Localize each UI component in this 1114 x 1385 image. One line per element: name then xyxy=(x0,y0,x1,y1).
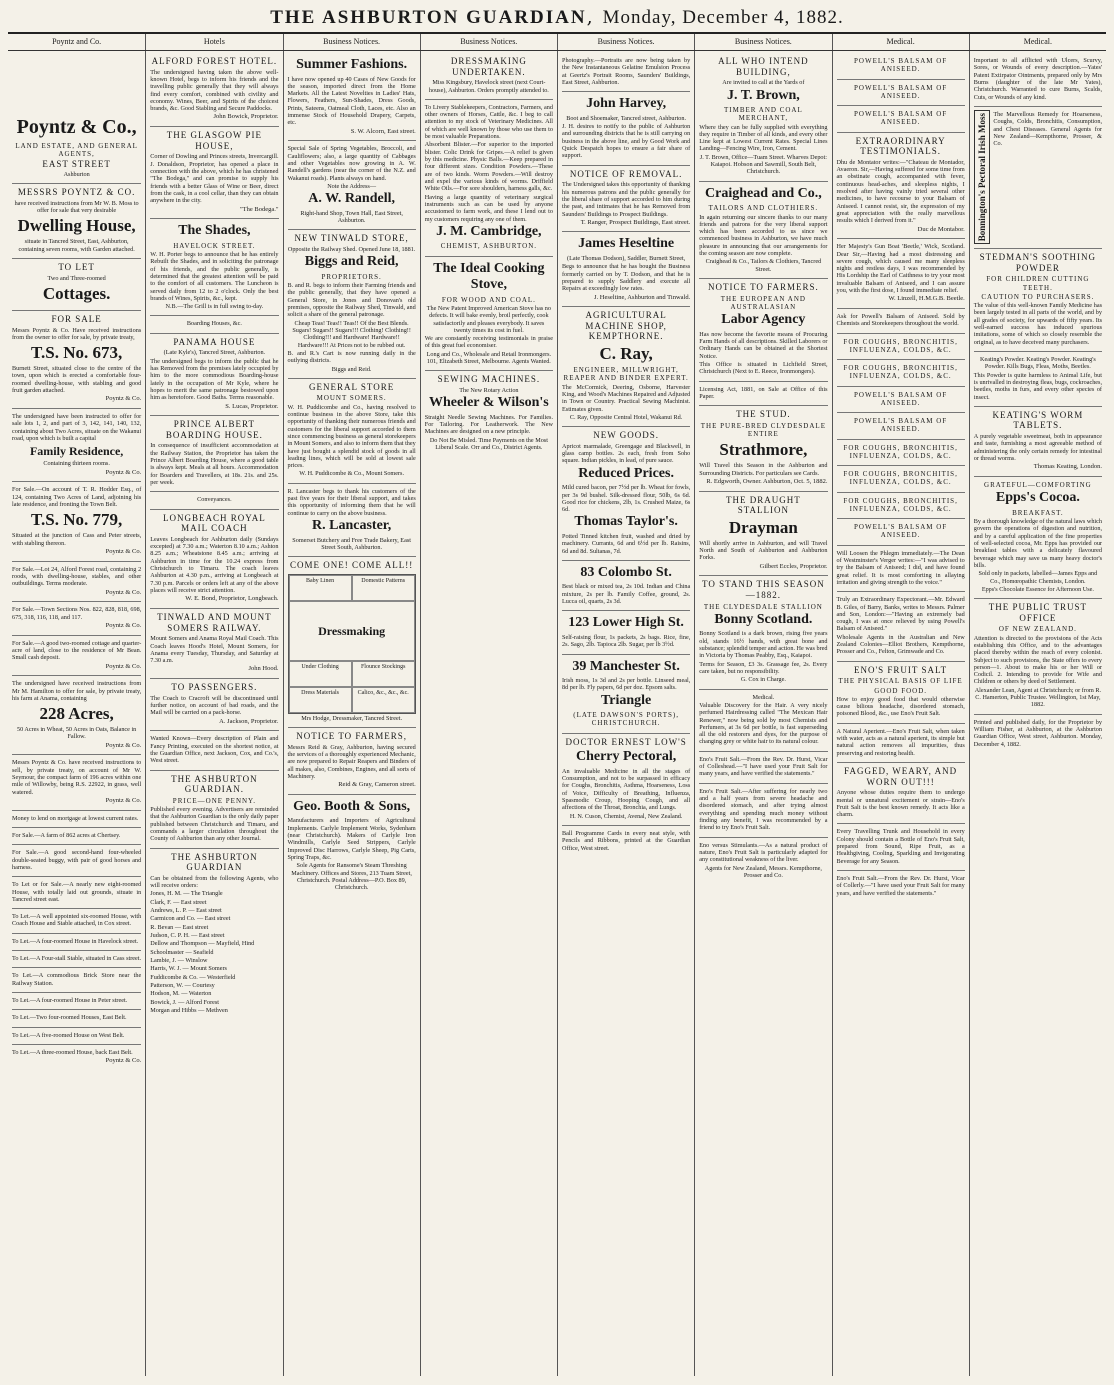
advertisement: FOR COUGHS, BRONCHITIS, INFLUENZA, COLDS, &C. xyxy=(837,334,965,361)
section-heading: Conveyances. xyxy=(150,492,278,509)
column-medical-1 xyxy=(832,51,969,1376)
firm-name: Poyntz & Co., xyxy=(16,116,137,138)
advertisement: To Let.—Two four-roomed Houses, East Belt. xyxy=(12,1010,141,1027)
advertisement: FOR SALE Messrs Poyntz & Co. Have received instructions from the owner to offer for sale, by private treaty, T.S. No. 673, Burnett Street, situated close to the centre of the town, upon which is erected a comfortable four-roomed dwelling-house, with stabling and good fruit garden attached. Poyntz & Co. xyxy=(12,311,141,409)
advertisement: TO STAND THIS SEASON—1882. THE CLYDESDALE STALLION Bonny Scotland. Bonny Scotland is a dark brown, rising five years old, stands 16½ hands, with great bone and substance; splendid temper and action. He was bred in Victoria by Thomas Peabby, Esq., Kaiapoi. Terms for Season, £3 3s. Grassage fee, 2s. Every care taken, but no responsibility. G. Cox in Charge. xyxy=(699,576,827,689)
advertisement: ALFORD FOREST HOTEL. The undersigned having taken the above well-known Hotel, begs to inform his friends and the travelling public generally that they will always find every comfort, combined with civility and economy. Wines, Beer, and Spirits of the choicest brands, &c. Good Stabling and Secure Paddocks. John Bowick, Proprietor. xyxy=(150,53,278,127)
column-hotels xyxy=(145,51,282,1376)
advertisement: Poyntz & Co., LAND ESTATE, AND GENERAL AGENTS, EAST STREET Ashburton xyxy=(12,53,141,184)
advertisement: To Let.—A three-roomed House, back East Belt. Poyntz & Co. xyxy=(12,1048,142,1065)
advertisement: Truly an Extraordinary Expectorant.—Mr. Edward B. Giles, of Barry, Banks, writes to Messrs. Palmer and Son, London:—"Having an extremely bad cough, I was at once relieved by using Powell's Balsam of Aniseed." Wholesale Agents in the Australian and New Zealand Colonies—Elliot Brothers, Kempthorne, Prosser and Co., Felton, Grimwade and Co. xyxy=(837,592,965,662)
advertisement: Ball Programme Cards in every neat style, with Pencils and Ribbons, printed at the Guardian Office, West street. xyxy=(562,829,691,852)
advertisement: TINWALD AND MOUNT SOMERS RAILWAY. Mount Somers and Anama Royal Mail Coach. This Coach leaves Hood's Hotel, Mount Somers, for Anama every Tuesday, Thursday, and Saturday at 7.30 a.m. John Hood. xyxy=(150,609,278,679)
advertisement: PRINCE ALBERT BOARDING HOUSE. In consequence of insufficient accommodation at the Railway Station, the Proprietor has taken the Prince Albert Boarding House, where a good table is always kept. Meals at all hours. Accommodation for Boarders and Travellers, at 18s. 21s. and 25s. per week. xyxy=(150,416,278,492)
advertisement: Photography.—Portraits are now being taken by the New Instantaneous Gelatine Emulsion Process at Geertz's Portrait Rooms, Saunders' Buildings, East Street, Ashburton. xyxy=(562,53,690,92)
advertisement: To Let.—A four-roomed House in Peter street. xyxy=(12,993,141,1010)
advertisement: Licensing Act, 1881, on Sale at Office of this Paper. xyxy=(699,382,827,407)
column-headers xyxy=(8,34,1106,51)
advertisement: Eno's Fruit Salt.—From the Rev. Dr. Hurst, Vicar of Collerly.—"I have used your Fruit Salt for many years, and have verified the statements." xyxy=(836,875,965,897)
advertisement: DRESSMAKING UNDERTAKEN. Miss Kingsbury, Havelock street (next Court-house), Ashburton. Orders promptly attended to. xyxy=(425,53,553,100)
advertisement: Wanted Known—Every description of Plain and Fancy Printing, executed on the shortest notice, at the Guardian Office, next Jackson, Cox, and Co.'s, West street. xyxy=(150,731,278,770)
agent-row: Schoolmaster — Seafield xyxy=(150,948,214,956)
masthead-title: THE ASHBURTON GUARDIAN xyxy=(270,7,587,28)
column-header: Business Notices. xyxy=(420,34,557,50)
agent-row: Morgan and Hibbs — Methven xyxy=(150,1006,228,1014)
advertisement: SEWING MACHINES. The New Rotary Action Wheeler & Wilson's Straight Needle Sewing Machines. For Families. For Tailoring. For Leatherwork. The New Machines are designed on a new principle. Do Not Be Misled. Time Payments on the Most Liberal Scale. Orr and Co., District Agents. xyxy=(424,374,553,452)
advertisement: THE DRAUGHT STALLION Drayman Will shortly arrive in Ashburton, and will Travel North and South of Ashburton and Ashburton Forks. Gilbert Eccles, Proprietor. xyxy=(699,492,827,577)
advertisement: James Heseltine (Late Thomas Dodson), Saddler, Burnett Street, Begs to announce that he has bought the Business formerly carried on by T. Dodson, and that he is prepared to supply Saddlery and execute all Repairs at exceedingly low rates. J. Heseltine, Ashburton and Tinwald. xyxy=(562,232,690,307)
advertisement: EXTRAORDINARY TESTIMONIALS. Dhu de Montator writes:—"Chateau de Montador, Avaeron. Sir,—Having suffered for some time from an obstinate cough, accompanied with fever, continuous head-aches, and sleepless nights, I resolved after having vainly tried several other medicines, to have recourse to your Balsam of Aniseed. I cannot resist, sir, the expression of my great appreciation with the really marvellous results which I derived from it." Duc de Montabor. xyxy=(837,133,965,240)
advertisement: To Let.—A five-roomed House on West Belt. xyxy=(12,1028,141,1045)
advertisement: DOCTOR ERNEST LOW'S Cherry Pectoral, An invaluable Medicine in all the stages of Consumption, and not to be surpassed in efficacy for Coughs, Bronchitis, Asthma, Hoarseness, Loss of Voice, Difficulty of Breathing, Influenza, Spasmodic Croup, Hooping Cough, and all affections of the Throat, Bronchia, and Lungs. H. N. Cuson, Chemist, Avenal, New Zealand. xyxy=(562,734,690,826)
agent-row: Andrews, L. P. — East street xyxy=(150,907,222,915)
advertisement: NEW GOODS. Apricot marmalade, Greengage and Blackwell, in glass camp bottles. 2s each, fresh from Soho square. Indian pickles, in lead, of pure sauce. Reduced Prices. Mild cured bacon, per 7½d per lb. Wheat for fowls, per 3s 9d bushel. Silk-dressed flour, 50lb, 6s 6d. Good rice for chickens, 2lb, 1s. Crushed Maize, 6s 6d. Thomas Taylor's. Potted Tinned kitchen fruit, washed and dried by machinery. Currants, 6d and 6½d per lb. Raisins, 6d and 8d. Sultanas, 7d. xyxy=(562,427,690,561)
advertisement: 83 Colombo St. Best black or mixed tea, 2s 10d. Indian and China mixture, 2s per lb. Family Coffee, ground, 2s. Lucca oil, quarts, 2s 3d. xyxy=(562,561,690,611)
advertisement: STEDMAN'S SOOTHING POWDER FOR CHILDREN CUTTING TEETH. CAUTION TO PURCHASERS. The value of this well-known Family Medicine has been largely tested in all parts of the world, and by all grades of society, for upwards of fifty years. Its well-earned success has induced spurious imitations, some of which so closely resemble the original, as to have deceived many purchasers. xyxy=(974,249,1102,352)
advertisement: POWELL'S BALSAM OF ANISEED. xyxy=(837,413,965,440)
agent-row: Bowick, J. — Alford Forest xyxy=(150,998,219,1006)
advertisement: To Let.—A commodious Brick Store near the Railway Station. xyxy=(12,968,141,993)
advertisement: MESSRS POYNTZ & CO. have received instructions from Mr W. B. Moss to offer for sale that very desirable Dwelling House, situate in Tancred Street, East, Ashburton, containing seven rooms, with Garden attached. xyxy=(12,184,141,259)
advertisement: NOTICE TO FARMERS. THE EUROPEAN AND AUSTRALASIAN Labor Agency Has now become the favorite means of Procuring Farm Hands of all descriptions. Skilled Laborers or Ordinary Hands can be obtained at the Shortest Notice. This Office is situated in Lichfield Street, Christchurch (Next to E. Reece, Ironmongers). xyxy=(699,279,827,382)
advertisement: POWELL'S BALSAM OF ANISEED. xyxy=(837,387,965,414)
advertisement: Money to lend on mortgage at lowest current rates. xyxy=(12,811,141,828)
advertisement: For Sale.—Lot 24, Alford Forest road, containing 2 roods, with dwelling-house, stables, and other outbuildings. Terms moderate. Poyntz & Co. xyxy=(12,562,141,603)
advertisement: Eno's Fruit Salt.—From the Rev. Dr. Hurst, Vicar of Colleshead.—"I have used your Fruit Salt for many years, and have verified the statements." xyxy=(699,752,827,784)
advertisement: Eno versus Stimulants.—As a natural product of nature, Eno's Fruit Salt is particularly adapted for any constitutional weakness of the liver. Agents for New Zealand, Messrs. Kempthorne, Prosser and Co. xyxy=(699,841,828,879)
advertisement: Eno's Fruit Salt.—After suffering for nearly two and a half years from severe headache and disordered stomach, and after trying almost everything and spending much money without finding any benefit, I was recommended by a friend to try Eno's Fruit Salt. xyxy=(699,784,827,838)
advertisement: A Natural Aperient.—Eno's Fruit Salt, when taken with water, acts as a natural aperient, its simple but natural action removes all impurities, thus preserving and restoring health. xyxy=(837,724,965,763)
advertisement: FOR COUGHS, BRONCHITIS, INFLUENZA, COLDS, &C. xyxy=(837,360,965,387)
advertisement: To Let or for Sale.—A nearly new eight-roomed House, with totally laid out grounds, situate in Tancred street east. xyxy=(12,877,141,909)
advertisement: Keating's Powder. Keating's Powder. Keating's Powder. Kills Bugs, Fleas, Moths, Beetles. This Powder is quite harmless to Animal Life, but is unrivalled in destroying fleas, bugs, cockroaches, beetles, moths in furs, and every other species of insect. xyxy=(974,352,1102,407)
advertisement: To Livery Stablekeepers, Contractors, Farmers, and other owners of Horses, Cattle, &c. I beg to call attention to my stock of Veterinary Medicines. All of which are well known by those who use them to be most valuable Preparations. Absorbent Blister.—For superior to the imported blister. Colic Drink for Gripes.—A relief is given by this medicine. Physic Balls.—Keep prepared in four different sizes. Condition Powders.—These are of two kinds. Worm Powders.—Will destroy and expel the various kinds of worms. Driffield White Oils.—For sore shoulders, harness galls, &c. Having a large quantity of veterinary surgical instruments such as can be used by anyone accustomed to farm work, and these I lend out to my customers requiring any one of them. J. M. Cambridge, CHEMIST, ASHBURTON. xyxy=(425,100,553,257)
advertisement: ENO'S FRUIT SALT THE PHYSICAL BASIS OF LIFE GOOD FOOD. How to enjoy good food that would otherwise cause bilious headache, disordered stomach, poisoned Blood, &c., use Eno's Fruit Salt. xyxy=(837,662,965,724)
advertisement: Geo. Booth & Sons, Manufacturers and Importers of Agricultural Implements. Carlyle Implement Works, Sydenham (near Christchurch). Makers of Carlyle Iron Windmills, Carlyle Seed Strippers, Carlyle Improved Disc Harrows, Carlyle Sheep, Pig Carts, Spring Traps, &c. Sole Agents for Ransome's Steam Threshing Machinery. Offices and Stores, 213 Tuam Street, Christchurch. Postal Address—P.O. Box 89, Christchurch. xyxy=(287,798,416,892)
advertisement: The undersigned have received instructions from Mr M. Hamilton to offer for sale, by private treaty, his farm at Anama, containing 228 Acres, 50 Acres in Wheat, 50 Acres in Oats, Balance in Fallow. Poyntz & Co. xyxy=(12,676,141,755)
advertisement: POWELL'S BALSAM OF ANISEED. xyxy=(837,80,965,107)
section-heading: Boarding Houses, &c. xyxy=(150,316,278,333)
agent-row: Fuddicombe & Co. — Westerfield xyxy=(150,973,236,981)
advertisement: Bonnington's Pectoral Irish Moss The Marvellous Remedy for Hoarseness, Coughs, Colds, Bronchitis, Consumption, and Chest Diseases. General Agents for New Zealand—Kempthorne, Prosser, & Co. xyxy=(974,107,1102,249)
advertisement: THE STUD. THE PURE-BRED CLYDESDALE ENTIRE Strathmore, Will Travel this Season in the Ashburton and Surrounding Districts. For particulars see Cards. R. Edgworth, Owner. Ashburton, Oct. 5, 1882. xyxy=(699,406,827,491)
agent-row: Judson, C. P. H. — East street xyxy=(150,932,225,940)
advertisement: Will Loosen the Phlegm immediately.—The Dean of Westminster's Verger writes:—"I was advised to try the Balsam of Aniseed; I did, and have found great relief. It is most comforting in allaying irritation and giving strength to the voice." xyxy=(837,546,965,593)
masthead: THE ASHBURTON GUARDIAN , Monday, December 4, 1882. xyxy=(8,6,1106,34)
advertisement: AGRICULTURAL MACHINE SHOP, KEMPTHORNE. C. Ray, ENGINEER, MILLWRIGHT, REAPER AND BINDER EXPERT. The McCormick, Deering, Osborne, Harvester King, and Wood's Machines Repaired and Adjusted in Town or Country. Practical Sewing Machinist. Estimates given. C. Ray, Opposite Central Hotel, Wakanui Rd. xyxy=(562,307,690,427)
advertisement: For Sale.—On account of T. R. Hodder Esq., of 124, containing Two Acres of Land, adjoining his late residence, and fronting the Town Belt. T.S. No. 779, Situated at the junction of Cass and Peter streets, with stabling thereon. Poyntz & Co. xyxy=(12,482,141,561)
column-header: Medical. xyxy=(832,34,969,50)
advertisement: Craighead and Co., TAILORS AND CLOTHIERS. In again returning our sincere thanks to our many friends and patrons for the very liberal support which has been accorded to us since we commenced business in Ashburton, we have much pleasure in announcing that our arrangements for the coming season are now complete. Craighead & Co., Tailors & Clothiers, Tancred Street. xyxy=(699,182,827,279)
advertisement: The Shades, HAVELOCK STREET. W. H. Porter begs to announce that he has entirely Rebuilt the Shades, and in soliciting the patronage of his friends, and the public generally, is determined that the greatest attention will be paid to the comfort of all customers. The Luncheon is served daily from 12 to 2 o'clock. Only the best brands of Wines, Spirits, &c., kept. N.B.—The Grill is in full swing to-day. xyxy=(150,219,278,316)
agent-row: Jones, H. M. — The Triangle xyxy=(150,890,223,898)
advertisement: THE PUBLIC TRUST OFFICE OF NEW ZEALAND. Attention is directed to the provisions of the Acts establishing this Office, and to the advantages placed thereby within the reach of every colonist. Subject to such provisions, the State offers to every person—1. About to make his or her Will or Codicil. 2. Intending to provide for Wife and Children or others by deed of Settlement. Alexander Lean, Agent at Christchurch; or from R. C. Hamerton, Public Trustee. Wellington, 1st May, 1882. xyxy=(974,599,1102,715)
agent-row: Hodson, M. — Waterton xyxy=(150,990,212,998)
advertisement: COME ONE! COME ALL!! Baby Linen Domestic Patterns Dressmaking Under Clothing Flounce Stockings Dress Materials Calico, &c., &c., &c. Mrs Hodge, Dressmaker, Tancred Street. xyxy=(288,557,416,728)
irish-moss-side-title: Bonnington's Pectoral Irish Moss xyxy=(976,112,987,242)
column-medical-2 xyxy=(969,51,1106,1376)
agent-row: Carmicon and Co. — East street xyxy=(150,915,231,923)
advertisement: FOR COUGHS, BRONCHITIS, INFLUENZA, COLDS, &C. xyxy=(837,440,965,467)
column-header: Business Notices. xyxy=(694,34,831,50)
advertisement: POWELL'S BALSAM OF ANISEED. xyxy=(837,519,965,546)
agent-row: Patterson, W. — Courtesy xyxy=(150,981,215,989)
advertisement: FOR COUGHS, BRONCHITIS, INFLUENZA, COLDS, &C. xyxy=(837,493,965,520)
advertisement: GRATEFUL—COMFORTING Epps's Cocoa. BREAKFAST. By a thorough knowledge of the natural laws which govern the operations of digestion and nutrition, and by a careful application of the fine properties of well-selected cocoa, Mr. Epps has provided our breakfast tables with a delicately flavoured beverage which may save us many heavy doctor's bills. Sold only in packets, labelled—James Epps and Co., Homœopathic Chemists, London. Epps's Chocolate Essence for Afternoon Use. xyxy=(974,477,1102,599)
advertisement: 123 Lower High St. Self-raising flour, 1s packets, 2s bags. Rice, fine, 2s. Sago, 2lb. Tapioca 2lb. Sugar, per lb 3½d. xyxy=(562,611,690,654)
agent-row: R. Bevan — East street xyxy=(150,923,209,931)
advertisement: GENERAL STORE MOUNT SOMERS. W. H. Puddicombe and Co., having resolved to continue business in the above Store, take this opportunity of thanking their numerous friends and customers for the liberal support accorded to them since commencing business as general storekeepers in Mount Somers, and also to inform them that they have just bought a splendid stock of goods in all leading lines, which will be sold at lowest sale prices. W. H. Puddicombe & Co., Mount Somers. xyxy=(288,379,416,484)
masthead-date: Monday, December 4, 1882. xyxy=(602,7,844,28)
advertisement: R. Lancaster begs to thank his customers of the past five years for their liberal support, and takes this opportunity of informing them that he will continue to carry on the above business. R. Lancaster, Somerset Butchery and Free Trade Bakery, East Street South, Ashburton. xyxy=(288,484,416,557)
advertisement: NOTICE TO FARMERS, Messrs Reid & Gray, Ashburton, having secured the services of a thoroughly experienced Mechanic, are now prepared to Repair Reapers and Binders of all makes, also, Combines, Engines, and all sorts of Machinery. Reid & Gray, Cameron street. xyxy=(288,728,416,795)
advertisement: 39 Manchester St. Irish moss, 1s 3d and 2s per bottle. Linseed meal, 8d per lb. Fly papers, 6d per doz. Epsom salts. Triangle (LATE DAWSON'S PORTS), CHRISTCHURCH. xyxy=(562,655,690,734)
column-business-3 xyxy=(557,51,694,1376)
column-header: Business Notices. xyxy=(557,34,694,50)
advertisement: NOTICE OF REMOVAL. The Undersigned takes this opportunity of thanking his numerous patrons and the public generally for the liberal share of support accorded to him during the past, and intimates that he has Removed from Saunders' Buildings to Prospect Buildings. T. Ranger, Prospect Buildings, East street. xyxy=(562,166,690,233)
advertisement: To Let.—A four-roomed House in Havelock street. xyxy=(12,934,141,951)
column-poyntz xyxy=(8,51,145,1376)
advertisement: FAGGED, WEARY, AND WORN OUT!!! Anyone whose duties require them to undergo mental or unnatural excitement or strain—Eno's Fruit Salt is the best known remedy. It acts like a charm. xyxy=(837,763,965,824)
advertisement: THE ASHBURTON GUARDIAN. PRICE—ONE PENNY. Published every evening. Advertisers are reminded that the Ashburton Guardian is the only daily paper published between Christchurch and Timaru, and commands a larger circulation throughout the County of Ashburton than any other Journal. xyxy=(150,771,278,849)
advertisement: John Harvey, Boot and Shoemaker, Tancred street, Ashburton. J. H. desires to notify to the public of Ashburton and surrounding districts that he is still carrying on business in the above line, and by Good Work and Quick Despatch hopes to ensure a fair share of support. xyxy=(562,92,690,165)
advertisement: To Let.—A well appointed six-roomed House, with Coach House and Stable attached, in Cox street. xyxy=(12,909,141,934)
agent-row: Clark, F. — East street xyxy=(150,898,207,906)
advertisement: FOR COUGHS, BRONCHITIS, INFLUENZA, COLDS, &C. xyxy=(837,466,965,493)
advertisement: For Sale.—A farm of 862 acres at Chertsey. xyxy=(12,828,141,845)
advertisement: LONGBEACH ROYAL MAIL COACH Leaves Longbeach for Ashburton daily (Sundays excepted) at 7.30 a.m.; Waterton 8.10 a.m.; Ashton 8.25 a.m.; Wheatstone 8.45 a.m.; arriving at Ashburton in time for the 10.24 express from Christchurch to Timaru. The coach leaves Ashburton at 4.30 p.m., arriving at Longbeach at 7.30 p.m. Parcels or orders left at any of the above places will receive strict attention. W. E. Bond, Proprietor, Longbeach. xyxy=(150,510,278,609)
advertisement: KEATING'S WORM TABLETS. A purely vegetable sweetmeat, both in appearance and taste, furnishing a most agreeable method of administering the only certain remedy for intestinal or thread worms. Thomas Keating, London. xyxy=(974,407,1102,477)
column-header: Poyntz and Co. xyxy=(52,37,102,46)
advertisement: Important to all afflicted with Ulcers, Scurvy, Sores, or Wounds of every description.—Yates' Patent Extirpator Ointments, prepared only by Mrs Burns (daughter of the late Mr Yates), Christchurch. Warranted to cure Burns, Scalds, Cuts, or Wounds of any kind. xyxy=(974,53,1102,107)
advertisement: ALL WHO INTEND BUILDING, Are invited to call at the Yards of J. T. Brown, TIMBER AND COAL MERCHANT, Where they can be fully supplied with everything they require in Timber of all kinds, and every other Line kept at Lowest Current Rates. Special Lines Landing—Fencing Wire, Iron, Cement. J. T. Brown, Office—Tuam Street. Wharves Depot: Kaiapoi. Hobson and Sawmill, South Belt, Christchurch. xyxy=(699,53,827,182)
advertisement: The undersigned have been instructed to offer for sale lots 1, 2, and part of 3, 142, 141, 140, 132, containing about Two Acres, situate on the Wakanui road, upon which is built a capital Family Residence, Containing thirteen rooms. Poyntz & Co. xyxy=(12,409,141,482)
column-business-4 xyxy=(694,51,831,1376)
column-business-2 xyxy=(420,51,557,1376)
advertisement: Ask for Powell's Balsam of Aniseed. Sold by Chemists and Storekeepers throughout the world. xyxy=(837,309,965,334)
advertisement: TO PASSENGERS. The Coach to Cracroft will be discontinued until further notice, on account of bad roads, and the Mail will be carried on a pack-horse. A. Jackson, Proprietor. xyxy=(150,679,278,731)
advertisement: The Ideal Cooking Stove, FOR WOOD AND COAL. The New Patent Improved American Stove has no defects. It will bake evenly, broil perfectly, cook satisfactorily and pleases everybody. It saves twenty times its cost in fuel. We are constantly receiving testimonials in praise of this great fuel economiser. Long and Co., Wholesale and Retail Ironmongers. 101, Elizabeth Street, Melbourne. Agents Wanted. xyxy=(425,257,553,372)
advertisement: POWELL'S BALSAM OF ANISEED. xyxy=(837,106,965,133)
dressmaking-box: Baby Linen Domestic Patterns Dressmaking Under Clothing Flounce Stockings Dress Materials Calico, &c., &c., &c. xyxy=(288,574,416,714)
advertisement: Messrs Poyntz & Co. have received instructions to sell, by private treaty, on account of Mr W. Seymour, the compact farm of 196 acres within one mile of Willowby, being R.S. 22922, in grass, well watered. Poyntz & Co. xyxy=(12,755,141,810)
column-header: Medical. xyxy=(969,34,1106,50)
agent-row: Lambie, J. — Winslow xyxy=(150,956,208,964)
columns xyxy=(8,51,1106,1376)
column-header: Hotels xyxy=(145,34,282,50)
advertisement: Every Travelling Trunk and Household in every Colony should contain a Bottle of Eno's Fruit Salt, prepared from Sound, Ripe Fruit, as a Healthgiving, Cooling, Sparkling and Invigorating Beverage for any Season. xyxy=(837,824,965,871)
advertisement: For Sale.—A good two-roomed cottage and quarter-acre of land, close to the residence of Mr Bean. Small cash deposit. Poyntz & Co. xyxy=(12,636,141,677)
advertisement: THE GLASGOW PIE HOUSE, Corner of Dowling and Princes streets, Invercargill. J. Donaldson, Proprietor, has opened a place in connection with the above, which he has christened "The Bodega," and can promise to supply his friends with a better Glass of Wine or Beer, direct from the cask, in a cool cellar, than they can obtain anywhere in the city. "The Bodega." xyxy=(150,127,278,219)
advertisement: NEW TINWALD STORE, Opposite the Railway Shed. Opened June 18, 1881. Biggs and Reid, PROPRIETORS. B. and R. begs to inform their Farming friends and the public generally, that they have opened a General Store, in Jones and Donovan's old premises, opposite the Railway Shed, Tinwald, and solicit a share of the general patronage. Cheap Teas! Teas!! Teas!! Of the Best Blends. Sugars! Sugars!! Sugars!!! Clothing! Clothing!! Clothing!!! and Hardware! Hardware!! Hardware!!! At Prices not to be rubbed out. B. and R.'s Cart is now running daily in the outlying districts. Biggs and Reid. xyxy=(288,230,416,378)
agent-row: Dellow and Thompson — Mayfield, Hind xyxy=(150,940,255,948)
advertisement: TO LET Two and Three-roomed Cottages. xyxy=(12,259,141,311)
advertisement: THE ASHBURTON GUARDIAN Can be obtained from the following Agents, who will receive orders: Jones, H. M. — The Triangle Clark, F. — East street Andrews, L. P. — East street Carmicon and Co. — East street R. Bevan — East street Judson, C. P. H. — East street Dellow and Thompson — Mayfield, Hind Schoolmaster — Seafield Lambie, J. — Winslow Harris, W. J. — Mount Somers Fuddicombe & Co. — Westerfield Patterson, W. — Courtesy Hodson, M. — Waterton Bowick, J. — Alford Forest Morgan and Hibbs — Methven xyxy=(150,851,279,1014)
advertisement: For Sale.—A good second-hand four-wheeled double-seated buggy, with pair of good horses and harness. xyxy=(12,845,141,877)
advertisement: Special Sale of Spring Vegetables, Broccoli, and Cauliflowers; also, a large quantity of Cabbages and other Vegetables now growing in A. W. Randell's gardens (near the corner of the N.Z. and Wakanui roads). Plants always on hand. Note the Address— A. W. Randell, Right-hand Shop, Town Hall, East Street, Ashburton. xyxy=(288,141,416,230)
advertisement: To Let.—A Four-stall Stable, situated in Cass street. xyxy=(12,951,141,968)
agent-row: Harris, W. J. — Mount Somers xyxy=(150,965,227,973)
advertisement: Summer Fashions. I have now opened up 40 Cases of New Goods for the season, imported direct from the Home Markets. All the Latest Novelties in Ladies' Hats, Flowers, Feathers, Sun-Shades, Dress Goods, Prints, Sateens, Oatmeal Cloth, Laces, etc. Also an immense Stock of Household Drapery, Carpets, etc. S. W. Alcorn, East street. xyxy=(288,53,416,141)
column-header: Business Notices. xyxy=(283,34,420,50)
column-business-1 xyxy=(283,51,420,1376)
advertisement: Her Majesty's Gun Boat 'Beetle,' Wick, Scotland. Dear Sir,—Having had a most distressing and severe cough, which caused me many sleepless nights and restless days, I was recommended by His Lordship the Earl of Caithness to try your most invaluable Balsam of Aniseed, and I can assure you, with the first dose, I found immediate relief. W. Linzell, H.M.G.B. Beetle. xyxy=(837,239,965,309)
advertisement: Medical. Valuable Discovery for the Hair. A very nicely perfumed Hairdressing called "The Mexican Hair Renewer," now being sold by most Chemists and Perfumers, at 3s 6d per bottle, is fast superseding all the old restorers and dyes, for the purpose of changing grey or white hair to its natural colour. xyxy=(699,690,827,752)
advertisement: For Sale.—Town Sections Nos. 822, 828, 818, 698, 675, 318, 116, 118, and 117. Poyntz & Co. xyxy=(12,602,141,635)
imprint: Printed and published daily, for the Proprietor by William Fisher, at Ashburton, at the Ashburton Guardian Office, West street, Ashburton. Monday, December 4, 1882. xyxy=(973,718,1102,748)
advertisement: POWELL'S BALSAM OF ANISEED. xyxy=(837,53,965,80)
advertisement: PANAMA HOUSE (Late Kyle's), Tancred Street, Ashburton. The undersigned begs to inform the public that he has Removed from the premises lately occupied by him to the more commodious Boarding-house lately in the occupation of Mr Kyle, where he hopes to merit the same patronage bestowed upon him as heretofore. Good Baths. Terms reasonable. S. Lucas, Proprietor. xyxy=(150,334,278,416)
